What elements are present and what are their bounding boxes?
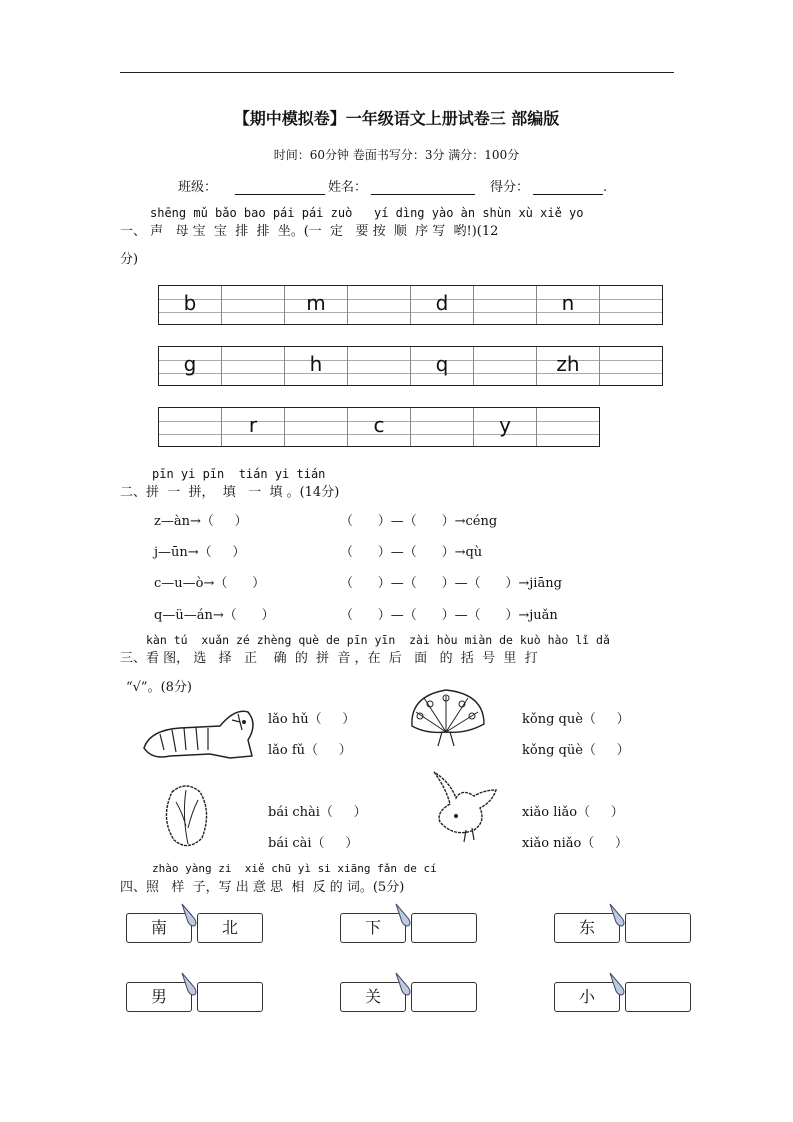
letter-cell [347,286,410,324]
s2-right-3: （ ）—（ ）—（ ）→jiāng [340,576,562,591]
s3-heading-cont: “√”。(8分) [126,680,192,695]
s2-left-2: j—ūn→（ ） [154,545,246,560]
s4-pinyin: zhào yàng zi xiě chū yì si xiāng fǎn de cí [152,862,437,875]
peacock-opt-1: kǒng què（ ） [522,712,630,727]
letter-cell [536,408,599,446]
letter-cell [221,347,284,385]
cabbage-illustration [158,782,214,852]
letter-row-2 [158,346,663,386]
score-field: 得分： . [490,180,608,195]
letter-row-3 [158,407,600,447]
s2-right-4: （ ）—（ ）—（ ）→juǎn [340,608,558,623]
antonym-given: 东 [554,913,620,943]
s1-heading-cont: 分) [120,252,139,267]
letter-cell: r [221,408,284,446]
feather-icon [394,971,414,997]
s2-left-4: q—ü—án→（ ） [154,608,275,623]
antonym-answer[interactable] [411,982,477,1012]
letter-cell [599,286,662,324]
top-rule [120,72,674,73]
s2-heading: 二、拼 一 拼， 填 一 填 。(14分) [120,485,340,500]
letter-cell [473,286,536,324]
antonym-answer[interactable] [625,982,691,1012]
peacock-illustration [406,686,488,748]
feather-icon [608,971,628,997]
s2-right-2: （ ）—（ ）→qù [340,545,483,560]
tiger-opt-2: lǎo fǔ（ ） [268,743,352,758]
antonym-answer[interactable] [411,913,477,943]
feather-icon [180,902,200,928]
letter-cell: n [536,286,599,324]
letter-cell [284,408,347,446]
letter-cell: c [347,408,410,446]
page-title: 【期中模拟卷】一年级语文上册试卷三 部编版 [233,109,560,128]
s2-left-3: c—u—ò→（ ） [154,576,266,591]
cabbage-opt-2: bái cài（ ） [268,836,359,851]
letter-cell: m [284,286,347,324]
antonym-given: 下 [340,913,406,943]
s2-left-1: z—àn→（ ） [154,514,248,529]
letter-cell [410,408,473,446]
bird-illustration [426,768,500,848]
s4-heading: 四、照 样 子，写 出 意 思 相 反 的 词。(5分) [120,880,405,895]
tiger-illustration [140,700,258,762]
antonym-answer[interactable] [197,982,263,1012]
antonym-given: 男 [126,982,192,1012]
letter-row-1 [158,285,663,325]
feather-icon [180,971,200,997]
antonym-given: 南 [126,913,192,943]
s3-heading: 三、看 图， 选 择 正 确 的 拼 音 ，在 后 面 的 括 号 里 打 [120,651,538,666]
name-field: 姓名： [328,176,475,195]
letter-cell [221,286,284,324]
letter-cell [473,347,536,385]
s2-pinyin: pīn yi pīn tián yi tián [152,467,326,481]
peacock-opt-2: kǒng qüè（ ） [522,743,630,758]
letter-cell: b [159,286,221,324]
letter-cell: g [159,347,221,385]
antonym-answer[interactable] [625,913,691,943]
bird-opt-2: xiǎo niǎo（ ） [522,836,628,851]
letter-cell: h [284,347,347,385]
bird-opt-1: xiǎo liǎo（ ） [522,805,624,820]
letter-cell: y [473,408,536,446]
antonym-given: 小 [554,982,620,1012]
cabbage-opt-1: bái chài（ ） [268,805,367,820]
letter-cell [159,408,221,446]
tiger-opt-1: lǎo hǔ（ ） [268,712,356,727]
letter-cell [347,347,410,385]
s2-right-1: （ ）—（ ）→céng [340,514,498,529]
feather-icon [608,902,628,928]
letter-cell: d [410,286,473,324]
letter-cell [599,347,662,385]
s3-pinyin: kàn tú xuǎn zé zhèng què de pīn yīn zài hòu miàn de kuò hào lǐ dǎ [146,633,610,647]
s1-heading: 一、 声 母 宝 宝 排 排 坐。(一 定 要 按 顺 序 写 哟!)(12 [120,224,499,239]
letter-cell: zh [536,347,599,385]
letter-cell: q [410,347,473,385]
antonym-given: 关 [340,982,406,1012]
feather-icon [394,902,414,928]
s1-pinyin: shēng mǔ bǎo bao pái pái zuò yí dìng yào àn shùn xù xiě yo [150,206,584,220]
class-field: 班级： [178,176,325,195]
exam-meta: 时间：60分钟 卷面书写分：3分 满分：100分 [273,148,520,162]
antonym-answer[interactable]: 北 [197,913,263,943]
